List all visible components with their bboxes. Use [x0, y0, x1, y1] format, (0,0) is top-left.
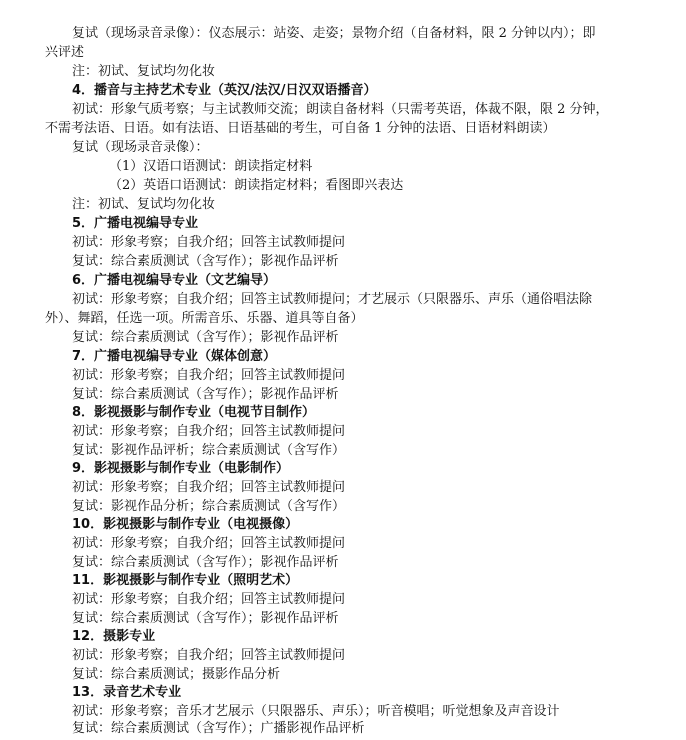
text-line: 复试：综合素质测试（含写作）；影视作品评析	[72, 330, 339, 345]
text-line: 初试：形象气质考察；与主试教师交流；朗读自备材料（只需考英语，体裁不限，限 2 分钟，	[72, 102, 609, 117]
section-heading: 11．影视摄影与制作专业（照明艺术）	[72, 573, 299, 588]
text-line: 不需考法语、日语。如有法语、日语基础的考生，可自备 1 分钟的法语、日语材料朗读）	[45, 121, 556, 136]
section-heading: 8．影视摄影与制作专业（电视节目制作）	[72, 405, 316, 420]
text-line: 复试：影视作品分析；综合素质测试（含写作）	[72, 499, 346, 514]
text-line: 兴评述	[45, 45, 85, 60]
section-heading: 7．广播电视编导专业（媒体创意）	[72, 349, 277, 364]
text-line: （1）汉语口语测试：朗读指定材料	[109, 159, 313, 174]
section-heading: 12．摄影专业	[72, 629, 156, 644]
section-heading: 5．广播电视编导专业	[72, 216, 199, 231]
text-line: 初试：形象考察；自我介绍；回答主试教师提问；才艺展示（只限器乐、声乐（通俗唱法除	[72, 292, 593, 307]
text-line: 初试：形象考察；音乐才艺展示（只限器乐、声乐）；听音模唱；听觉想象及声音设计	[72, 704, 560, 719]
text-line: 初试：形象考察；自我介绍；回答主试教师提问	[72, 592, 346, 607]
text-line: 初试：形象考察；自我介绍；回答主试教师提问	[72, 235, 346, 250]
section-heading: 9．影视摄影与制作专业（电影制作）	[72, 461, 290, 476]
text-line: 复试：综合素质测试（含写作）；广播影视作品评析	[72, 721, 365, 736]
text-line: 初试：形象考察；自我介绍；回答主试教师提问	[72, 480, 346, 495]
section-heading: 6．广播电视编导专业（文艺编导）	[72, 273, 277, 288]
text-line: 复试（现场录音录像）：	[72, 140, 209, 155]
section-heading: 13．录音艺术专业	[72, 685, 182, 700]
section-heading: 4．播音与主持艺术专业（英汉/法汉/日汉双语播音）	[72, 83, 377, 98]
text-line: 注：初试、复试均勿化妆	[72, 197, 216, 212]
text-line: 复试（现场录音录像）：仪态展示：站姿、走姿；景物介绍（自备材料，限 2 分钟以内）；即	[72, 26, 596, 41]
text-line: 初试：形象考察；自我介绍；回答主试教师提问	[72, 648, 346, 663]
text-line: 初试：形象考察；自我介绍；回答主试教师提问	[72, 536, 346, 551]
text-line: （2）英语口语测试：朗读指定材料；看图即兴表达	[109, 178, 404, 193]
text-line: 复试：影视作品评析；综合素质测试（含写作）	[72, 443, 346, 458]
section-heading: 10．影视摄影与制作专业（电视摄像）	[72, 517, 299, 532]
text-line: 复试：综合素质测试（含写作）；影视作品评析	[72, 387, 339, 402]
text-line: 复试：综合素质测试（含写作）；影视作品评析	[72, 555, 339, 570]
text-line: 复试：综合素质测试（含写作）；影视作品评析	[72, 254, 339, 269]
text-line: 初试：形象考察；自我介绍；回答主试教师提问	[72, 368, 346, 383]
text-line: 注：初试、复试均勿化妆	[72, 64, 216, 79]
text-line: 外）、舞蹈，任选一项。所需音乐、乐器、道具等自备）	[45, 311, 364, 326]
text-line: 初试：形象考察；自我介绍；回答主试教师提问	[72, 424, 346, 439]
text-line: 复试：综合素质测试；摄影作品分析	[72, 667, 281, 682]
text-line: 复试：综合素质测试（含写作）；影视作品评析	[72, 611, 339, 626]
